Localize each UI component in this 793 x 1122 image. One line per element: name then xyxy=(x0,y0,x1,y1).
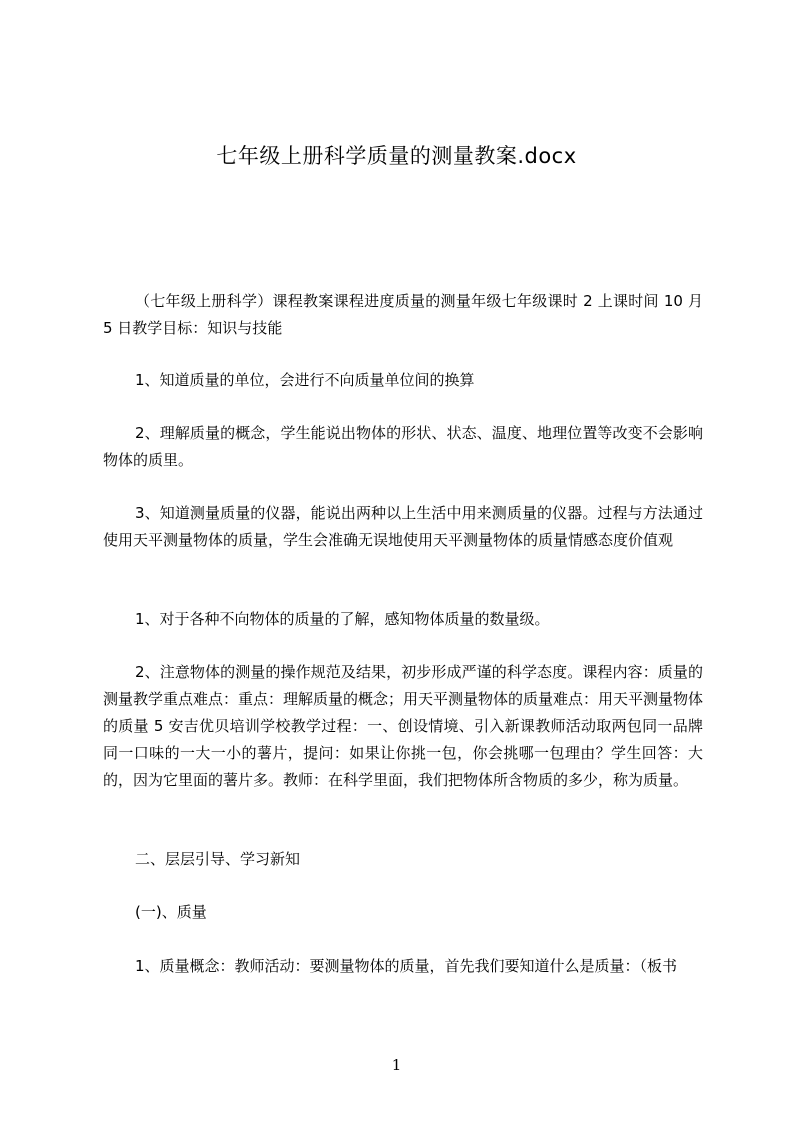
paragraph-9: 1、质量概念：教师活动：要测量物体的质量，首先我们要知道什么是质量：（板书 xyxy=(135,957,678,975)
paragraph-3: 2、理解质量的概念，学生能说出物体的形状、状态、温度、地理位置等改变不会影响物体的质里。 xyxy=(103,424,703,469)
paragraph-2: 1、知道质量的单位，会进行不向质量单位间的换算 xyxy=(135,371,475,389)
page-number: 1 xyxy=(391,1056,402,1074)
paragraph-7: 二、层层引导、学习新知 xyxy=(135,850,301,868)
paragraph-6: 2、注意物体的测量的操作规范及结果，初步形成严谨的科学态度。课程内容：质量的测量教学重点难点：重点：理解质量的概念；用天平测量物体的质量难点：用天平测量物体的质量 5 安吉优贝培训学校教学过程：一、创设情境、引入新课教师活动取两包同一品牌同一口味的一大一小的薯片，提问：如果让你挑一包，你会挑哪一包理由？学生回答：大的，因为它里面的薯片多。教师：在科学里面，我们把物体所含物质的多少，称为质量。 xyxy=(103,663,704,789)
paragraph-1: （七年级上册科学）课程教案课程进度质量的测量年级七年级课时 2 上课时间 10 月 5 日教学目标：知识与技能 xyxy=(103,292,703,337)
paragraph-4: 3、知道测量质量的仪器，能说出两种以上生活中用来测质量的仪器。过程与方法通过使用天平测量物体的质量，学生会准确无误地使用天平测量物体的质量情感态度价值观 xyxy=(103,504,703,549)
paragraph-8: (一)、质量 xyxy=(135,903,207,921)
paragraph-5: 1、对于各种不向物体的质量的了解，感知物体质量的数量级。 xyxy=(135,610,550,628)
document-title: 七年级上册科学质量的测量教案.docx xyxy=(216,144,577,168)
